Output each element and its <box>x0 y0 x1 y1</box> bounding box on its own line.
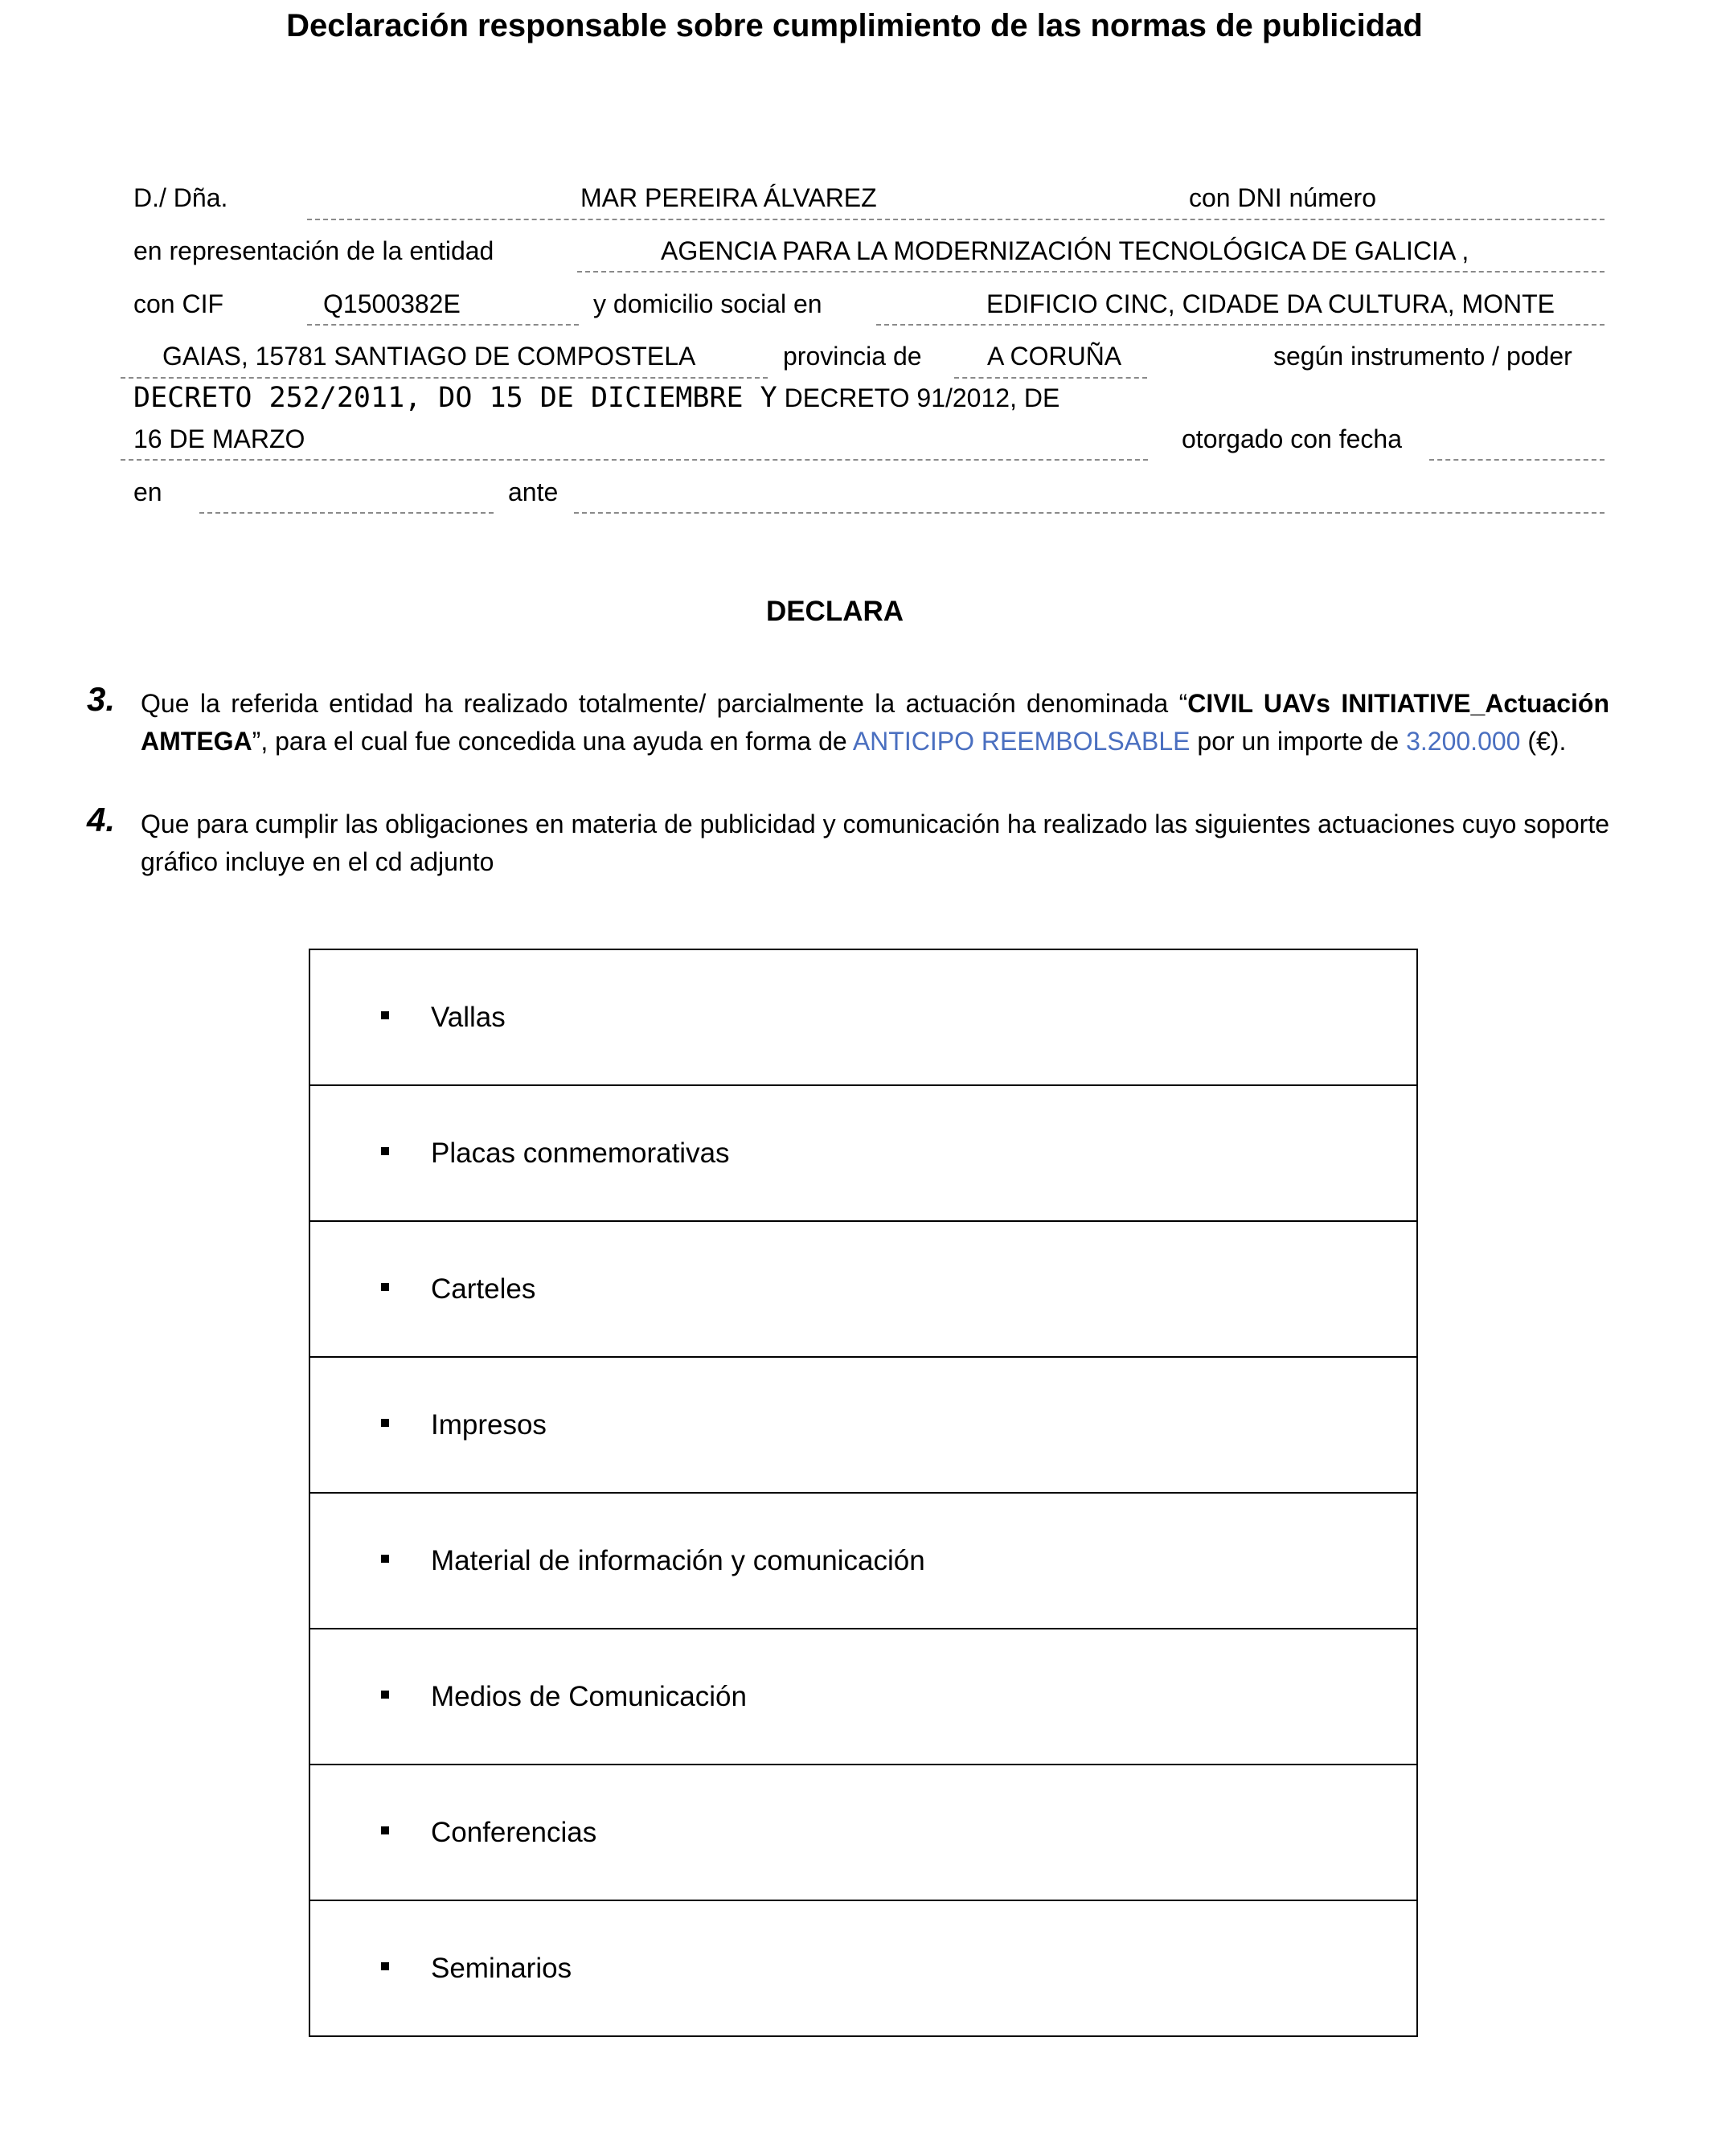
instrumento-field-line[interactable] <box>121 459 1148 461</box>
label-entity: en representación de la entidad <box>133 236 494 265</box>
instrumento-part1: DECRETO 252/2011, DO 15 DE DICIEMBRE Y <box>133 382 777 414</box>
instrumento-part2: DECRETO 91/2012, DE <box>784 383 1060 412</box>
entity-value: AGENCIA PARA LA MODERNIZACIÓN TECNOLÓGICA DE GALICIA , <box>661 236 1469 265</box>
item-4-number: 4. <box>87 801 116 838</box>
action-cell-material: Material de información y comunicación <box>309 1493 1417 1629</box>
domicilio-line2: GAIAS, 15781 SANTIAGO DE COMPOSTELA <box>162 342 696 371</box>
table-row <box>309 1357 1417 1493</box>
bullet-icon <box>381 1691 389 1699</box>
provincia-field-line[interactable] <box>954 377 1147 379</box>
bullet-icon <box>381 1283 389 1291</box>
action-cell-seminarios: Seminarios <box>309 1900 1417 2036</box>
name-dni-field-line[interactable] <box>307 219 1604 220</box>
bullet-icon <box>381 1826 389 1834</box>
table-row <box>309 1629 1417 1765</box>
table-row <box>309 1765 1417 1900</box>
ante-field-line[interactable] <box>574 512 1604 514</box>
action-name: CIVIL UAVs INITIATIVE_Actuación AMTEGA <box>141 689 1610 756</box>
action-cell-impresos: Impresos <box>309 1357 1417 1493</box>
name-value: MAR PEREIRA ÁLVAREZ <box>580 183 877 212</box>
label-fecha: otorgado con fecha <box>1182 424 1402 453</box>
table-row <box>309 1900 1417 2036</box>
instrumento-line2: 16 DE MARZO <box>133 424 305 453</box>
label-domicilio: y domicilio social en <box>593 289 822 318</box>
label-dni: con DNI número <box>1189 183 1376 212</box>
provincia-value: A CORUÑA <box>987 342 1122 371</box>
label-en: en <box>133 478 162 506</box>
fecha-field-line[interactable] <box>1429 459 1604 461</box>
label-instrumento: según instrumento / poder <box>1273 342 1572 371</box>
table-row <box>309 1493 1417 1629</box>
action-cell-conferencias: Conferencias <box>309 1765 1417 1900</box>
en-field-line[interactable] <box>199 512 494 514</box>
aid-amount: 3.200.000 <box>1406 727 1521 756</box>
domicilio-line2-field-line[interactable] <box>121 377 768 379</box>
label-cif: con CIF <box>133 289 224 318</box>
item-4-paragraph: Que para cumplir las obligaciones en materia de publicidad y comunicación ha realizado las siguientes actuaciones cuyo soporte gráfico incluye en el cd adjunto <box>141 810 1609 876</box>
entity-field-line[interactable] <box>577 271 1604 273</box>
table-row <box>309 949 1417 1085</box>
action-cell-carteles: Carteles <box>309 1221 1417 1357</box>
document-title: Declaración responsable sobre cumplimiento de las normas de publicidad <box>286 8 1423 43</box>
table-row <box>309 1085 1417 1221</box>
label-provincia: provincia de <box>783 342 922 371</box>
item-3-paragraph: Que la referida entidad ha realizado totalmente/ parcialmente la actuación denominada “CIVIL UAVs INITIATIVE_Actuación AMTEGA”, para el cual fue concedida una ayuda en forma de ANTICIPO REEMBOLSABLE por un importe de 3.200.000 (€). <box>141 689 1610 756</box>
bullet-icon <box>381 1962 389 1970</box>
domicilio-field-line[interactable] <box>876 324 1604 326</box>
action-cell-placas: Placas conmemorativas <box>309 1085 1417 1221</box>
cif-field-line[interactable] <box>307 324 579 326</box>
bullet-icon <box>381 1011 389 1019</box>
action-cell-vallas: Vallas <box>309 949 1417 1085</box>
bullet-icon <box>381 1555 389 1563</box>
domicilio-line1: EDIFICIO CINC, CIDADE DA CULTURA, MONTE <box>986 289 1555 318</box>
label-ante: ante <box>508 478 559 506</box>
aid-type: ANTICIPO REEMBOLSABLE <box>852 727 1191 756</box>
action-cell-medios: Medios de Comunicación <box>309 1629 1417 1765</box>
item-3-number: 3. <box>87 680 116 718</box>
table-row <box>309 1221 1417 1357</box>
label-name: D./ Dña. <box>133 183 228 212</box>
bullet-icon <box>381 1147 389 1155</box>
declara-heading: DECLARA <box>765 596 904 627</box>
cif-value: Q1500382E <box>323 289 461 318</box>
bullet-icon <box>381 1419 389 1427</box>
actions-table <box>309 949 1418 2037</box>
